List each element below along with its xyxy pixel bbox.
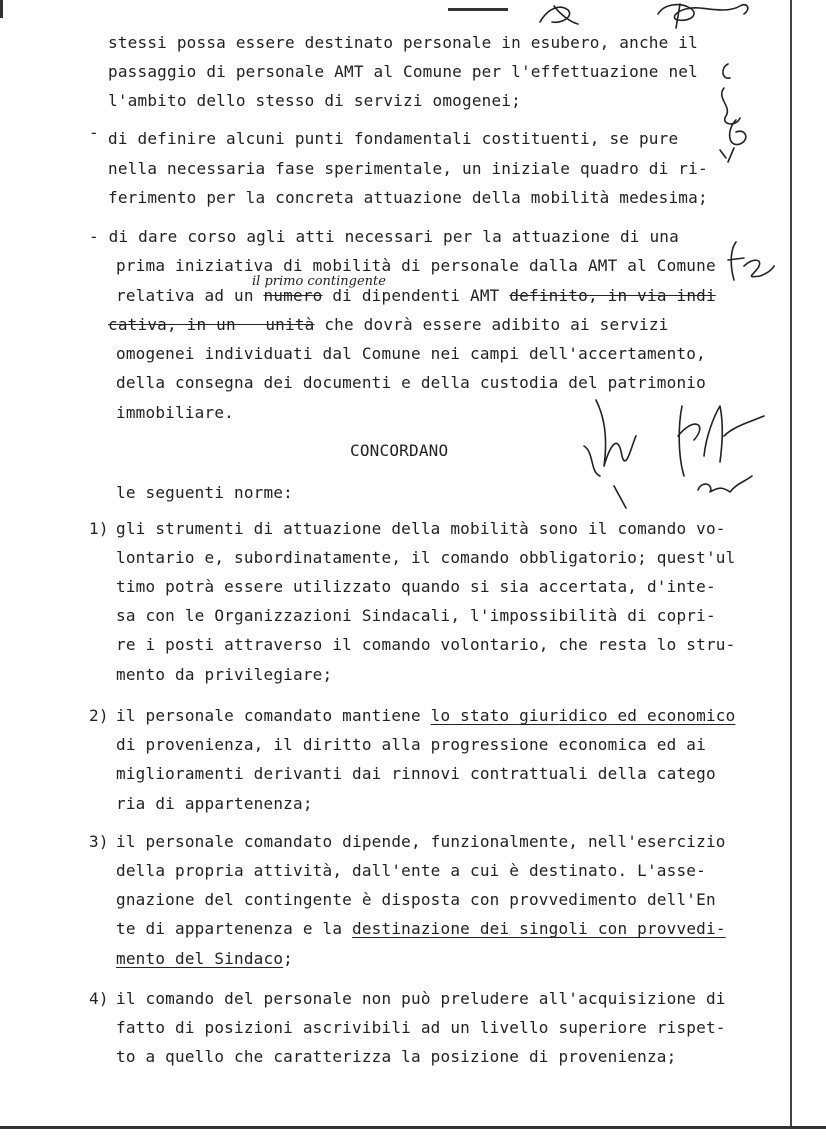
- margin-scribble-right: [706, 58, 766, 168]
- item1-number: 1): [89, 519, 109, 538]
- bullet3-line4-part-b: che dovrà essere adibito ai servizi: [314, 315, 669, 334]
- item4-number: 4): [89, 989, 109, 1008]
- item2-line-1: [116, 706, 735, 726]
- bullet3-line-4: [108, 315, 668, 335]
- page-edge-mark: [0, 0, 13, 18]
- page-right-margin: [790, 0, 826, 1137]
- handwritten-insertion: il primo contingente: [252, 274, 386, 289]
- item2-line1-part-a: il personale comandato mantiene: [116, 706, 431, 725]
- item2-line-4: ria di appartenenza;: [116, 794, 313, 813]
- bullet3-line-2: prima iniziativa di mobilità di personale dalla AMT al Comune: [116, 256, 716, 275]
- bullet3-line-7: immobiliare.: [116, 403, 234, 422]
- item1-line-6: mento da privilegiare;: [116, 665, 333, 684]
- page-bottom-strip: [0, 1129, 826, 1137]
- bullet2-line-2: nella necessaria fase sperimentale, un iniziale quadro di ri-: [108, 159, 708, 178]
- item1-line-2: lontario e, subordinatamente, il comando obbligatorio; quest'ul: [116, 548, 736, 567]
- item3-line4-part-a: te di appartenenza e la: [116, 919, 352, 938]
- bullet3-line3-part-a: relativa ad un: [116, 286, 264, 305]
- bullet3-line3-part-b: di dipendenti AMT: [322, 286, 510, 305]
- item2-number: 2): [89, 706, 109, 725]
- top-initials-signature: [530, 0, 760, 32]
- item1-line-5: re i posti attraverso il comando volontario, che resta lo stru-: [116, 635, 736, 654]
- bullet2-line-1: di definire alcuni punti fondamentali costituenti, se pure: [108, 129, 679, 148]
- item1-line-1: gli strumenti di attuazione della mobilità sono il comando vo-: [116, 519, 726, 538]
- intro-line-2: passaggio di personale AMT al Comune per l'effettuazione nel: [108, 62, 698, 81]
- bullet3-line-5: omogenei individuati dal Comune nei campi dell'accertamento,: [116, 344, 706, 363]
- item1-line-4: sa con le Organizzazioni Sindacali, l'impossibilità di copri-: [116, 606, 716, 625]
- bullet3-line-3: [116, 286, 716, 306]
- intro-line-1: stessi possa essere destinato personale in esubero, anche il: [108, 33, 698, 52]
- item1-line-3: timo potrà essere utilizzato quando si sia accertata, d'inte-: [116, 577, 716, 596]
- underlined-mento-sindaco: mento del Sindaco: [116, 949, 284, 968]
- item3-line-1: il personale comandato dipende, funzionalmente, nell'esercizio: [116, 832, 726, 851]
- item3-line-2: della propria attività, dall'ente a cui è destinato. L'asse-: [116, 861, 706, 880]
- item2-line-3: miglioramenti derivanti dai rinnovi contrattuali della catego: [116, 764, 716, 783]
- bullet3-line-6: della consegna dei documenti e della custodia del patrimonio: [116, 373, 706, 392]
- item3-line5-part-b: ;: [283, 949, 294, 968]
- struck-word-numero: numero: [263, 286, 323, 305]
- struck-phrase-cativa: cativa, in un unità: [108, 315, 315, 334]
- item3-line-5: [116, 949, 293, 969]
- item4-line-1: il comando del personale non può preludere all'acquisizione di: [116, 989, 726, 1008]
- struck-phrase-definito: definito, in via indi: [509, 286, 716, 305]
- item4-line-2: fatto di posizioni ascrivibili ad un livello superiore rispet-: [116, 1018, 726, 1037]
- margin-initials-fz: [722, 236, 782, 286]
- intro-line-3: l'ambito dello stesso di servizi omogenei;: [108, 91, 521, 110]
- bullet3-line-1: - di dare corso agli atti necessari per la attuazione di una: [89, 227, 679, 246]
- top-stamp-mark: [448, 0, 508, 11]
- item2-line-2: di provenienza, il diritto alla progressione economica ed ai: [116, 735, 706, 754]
- lead-text: le seguenti norme:: [116, 483, 293, 502]
- item4-line-3: to a quello che caratterizza la posizione di provenienza;: [116, 1047, 677, 1066]
- item3-line-3: gnazione del contingente è disposta con provvedimento dell'En: [116, 890, 716, 909]
- bullet2-line-3: ferimento per la concreta attuazione della mobilità medesima;: [108, 188, 708, 207]
- item3-number: 3): [89, 832, 109, 851]
- heading-concordano: CONCORDANO: [350, 441, 449, 460]
- underlined-stato-giuridico: lo stato giuridico ed economico: [430, 706, 736, 725]
- bullet-dash-2: -: [89, 123, 99, 142]
- underlined-destinazione: destinazione dei singoli con provvedi-: [352, 919, 726, 938]
- item3-line-4: [116, 919, 726, 939]
- signature-cluster: [574, 396, 774, 516]
